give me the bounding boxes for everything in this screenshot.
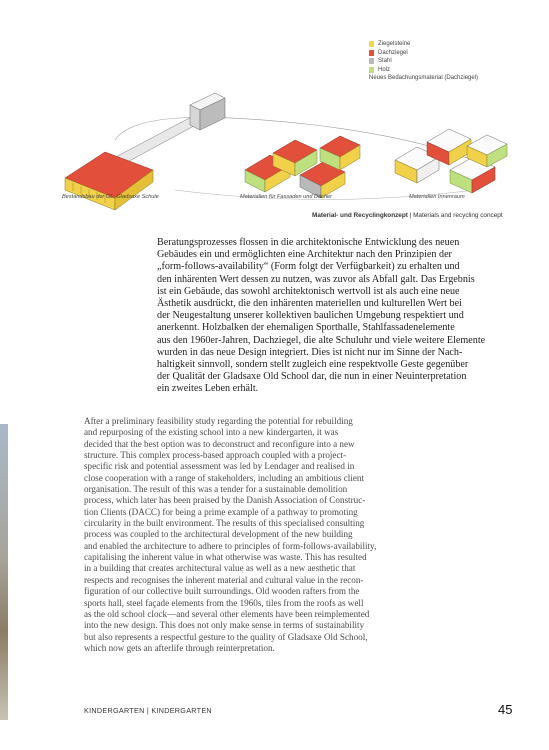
footer-section-translation: KINDERGARTEN	[151, 706, 212, 715]
english-body-text	[84, 416, 454, 654]
text-line: anerkennt. Holzbalken der ehemaligen Sporthalle, Stahlfassadenelemente	[157, 322, 455, 334]
page-number: 45	[498, 702, 513, 717]
text-line: structure. This complex process-based approach coupled with a project-	[84, 450, 347, 461]
existing-school-drawing	[65, 93, 225, 210]
legend-swatch	[369, 50, 374, 56]
figure-caption-separator: |	[407, 212, 414, 219]
german-body-text	[157, 237, 520, 396]
facades-roofs-drawing	[245, 136, 360, 198]
diagram-caption-existing: Bestandsbau der GL. Gladsaxe Schule	[62, 194, 159, 200]
legend-item	[369, 40, 478, 49]
material-legend	[369, 40, 478, 83]
legend-swatch	[369, 67, 374, 73]
text-line: which now gets an afterlife through reinterpretation.	[84, 642, 275, 653]
text-line: process, which later has been praised by the Danish Association of Construc-	[84, 495, 366, 506]
legend-swatch	[369, 58, 374, 64]
text-line: der Neugestaltung unserer kollektiven baulichen Umgebung respektiert und	[157, 310, 464, 322]
interior-materials-drawing	[395, 129, 507, 193]
text-line: as the old school clock—and several other elements have been reimplemented	[84, 608, 370, 619]
figure-caption	[312, 212, 503, 219]
text-line: After a preliminary feasibility study regarding the potential for rebuilding	[84, 416, 353, 426]
legend-label: Stahl	[378, 58, 392, 65]
legend-label: Holz	[378, 66, 391, 73]
text-line: der Qualität der Gladsaxe Old School dar, die nun in einer Neuinterpretation	[157, 371, 467, 383]
legend-item	[369, 74, 478, 83]
text-line: ist ein Gebäude, das sowohl architektonisch wertvoll ist als auch eine neue	[157, 285, 460, 297]
figure-caption-title: Material- und Recyclingkonzept	[312, 212, 408, 219]
legend-item	[369, 57, 478, 66]
figure-caption-subtitle: Materials and recycling concept	[413, 212, 503, 219]
text-line: sports hall, steel façade elements from the 1960s, tiles from the roofs as well	[84, 597, 364, 608]
text-line: Beratungsprozesses flossen in die architektonische Entwicklung des neuen	[157, 237, 460, 248]
text-line: and repurposing of the existing school into a new kindergarten, it was	[84, 427, 339, 438]
text-line: capitalising the inherent value in what otherwise was waste. This has resulted	[84, 552, 367, 563]
legend-item	[369, 66, 478, 75]
text-line: haltigkeit sinnvoll, sondern stellt zugleich eine respektvolle Geste gegenüber	[157, 359, 469, 371]
footer-section: KINDERGARTEN	[84, 706, 145, 715]
text-line: close cooperation with a range of stakeholders, including an ambitious client	[84, 472, 365, 483]
text-line: respects and recognises the inherent material and cultural value in the recon-	[84, 574, 364, 585]
footer-separator: |	[144, 706, 152, 715]
legend-swatch	[369, 41, 374, 47]
text-line: Ästhetik ausdrückt, die den inhärenten materiellen und kulturellen Wert bei	[157, 298, 462, 310]
text-line: wurden in das neue Design integriert. Dies ist nicht nur im Sinne der Nach-	[157, 346, 463, 358]
text-line: tion Clients (DACC) for being a prime example of a pathway to promoting	[84, 506, 358, 517]
text-line: ein zweites Leben erhält.	[157, 383, 259, 395]
text-line: figuration of our collective built surroundings. Old wooden rafters from the	[84, 586, 360, 597]
text-line: specific risk and potential assessment was led by Lendager and realised in	[84, 461, 355, 472]
text-line: „form-follows-availability“ (Form folgt der Verfügbarkeit) zu erhalten und	[157, 261, 460, 273]
text-line: but also represents a respectful gesture to the quality of Gladsaxe Old School,	[84, 631, 368, 642]
legend-label: Ziegelsteine	[378, 41, 411, 47]
legend-label: Neues Bedachungsmaterial (Dachziegel)	[369, 75, 479, 82]
running-footer	[84, 706, 212, 715]
text-line: Gebäudes ein und ermöglichten eine Architektur nach den Prinzipien der	[157, 249, 452, 261]
text-line: den inhärenten Wert dessen zu nutzen, was zuvor als Abfall galt. Das Ergebnis	[157, 273, 475, 285]
legend-label: Dachziegel	[378, 49, 408, 56]
text-line: circularity in the built environment. The results of this specialised consulting	[84, 518, 365, 529]
diagram-caption-facades: Materialien für Fassaden und Dächer	[240, 194, 333, 200]
text-line: organisation. The result of this was a tender for a sustainable demolition	[84, 484, 348, 495]
text-line: in a building that creates architectural value as well as a new aesthetic that	[84, 563, 356, 574]
text-line: aus den 1960er-Jahren, Dachziegel, die alte Schuluhr und viele weitere Elemente	[157, 334, 486, 346]
adjacent-page-photo-edge	[0, 424, 8, 720]
diagram-caption-interior: Materialien Innenraum	[409, 194, 465, 200]
text-line: decided that the best option was to deconstruct and reconfigure into a new	[84, 438, 355, 449]
legend-item	[369, 49, 478, 58]
text-line: process was coupled to the architectural development of the new building	[84, 529, 353, 540]
text-line: into the new design. This does not only make sense in terms of sustainability	[84, 620, 365, 631]
text-line: and enabled the architecture to adhere to principles of form-follows-availability,	[84, 540, 377, 551]
